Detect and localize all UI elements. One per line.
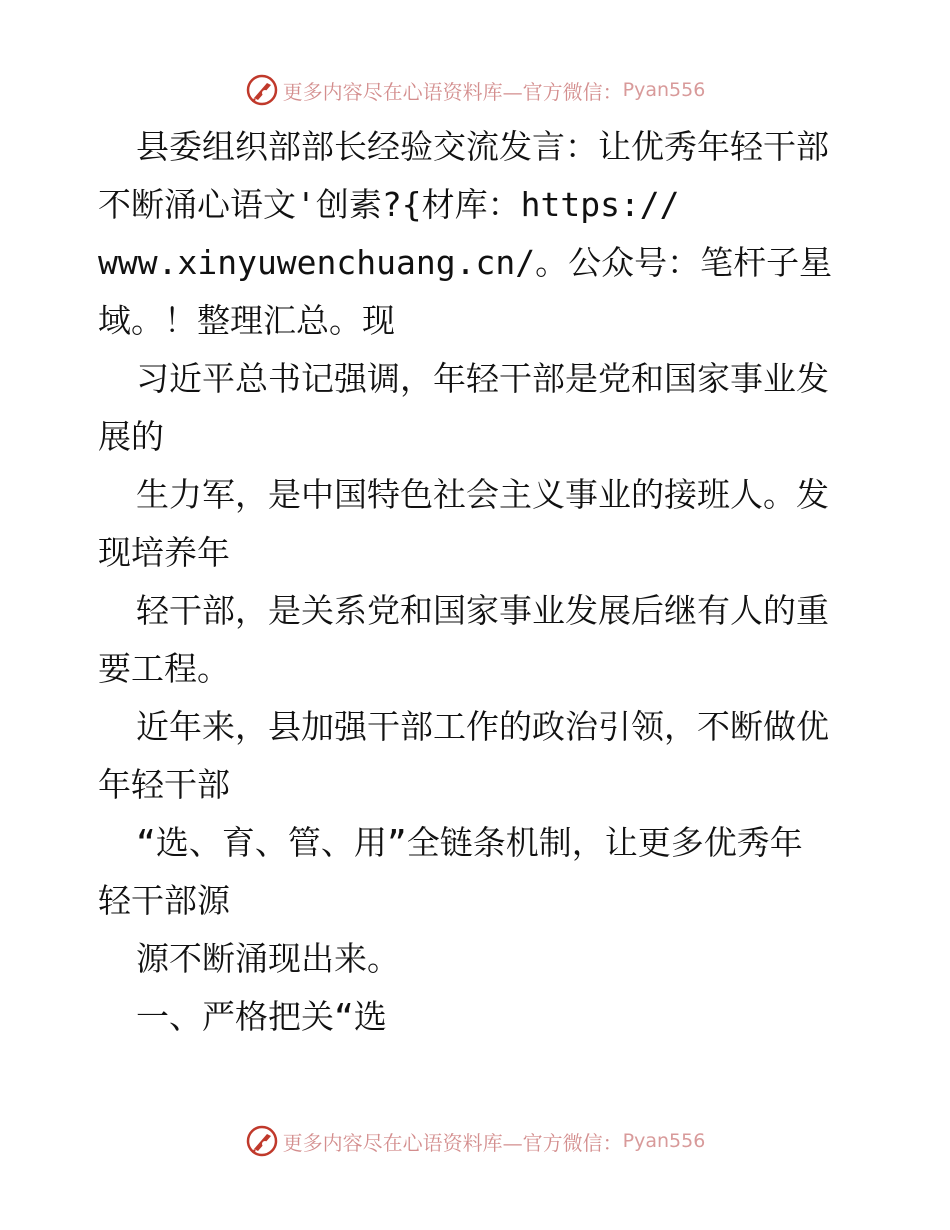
text-line: 现培养年 [98,533,230,572]
text-line: 县委组织部部长经验交流发言：让优秀年轻干部 [136,127,829,166]
text-line: 不断涌心语文'创素?{材库：https:// [98,185,680,224]
header-watermark-banner [0,70,950,110]
text-line: 习近平总书记强调，年轻干部是党和国家事业发 [136,359,829,398]
document-body [98,118,858,1046]
text-line: 源不断涌现出来。 [136,939,400,978]
banner-wechat-id: Pyan556 [622,79,706,101]
banner-wechat-id: Pyan556 [622,1130,706,1152]
pen-logo-icon [245,1124,279,1158]
footer-watermark-banner [0,1121,950,1161]
text-line: 轻干部源 [98,881,230,920]
section-heading: 一、严格把关“选 [136,997,387,1036]
text-line: 展的 [98,417,164,456]
text-line: “选、育、管、用”全链条机制，让更多优秀年 [136,823,803,862]
text-line: 年轻干部 [98,765,230,804]
text-line: 生力军，是中国特色社会主义事业的接班人。发 [136,475,829,514]
text-line: 要工程。 [98,649,230,688]
text-line: 轻干部，是关系党和国家事业发展后继有人的重 [136,591,829,630]
banner-text: 更多内容尽在心语资料库—官方微信： [282,1130,623,1155]
pen-logo-icon [245,73,279,107]
text-line: www.xinyuwenchuang.cn/。公众号：笔杆子星 [98,243,833,282]
text-line: 近年来，县加强干部工作的政治引领，不断做优 [136,707,829,746]
text-line: 域。！整理汇总。现 [98,301,395,340]
banner-text: 更多内容尽在心语资料库—官方微信： [282,79,623,104]
